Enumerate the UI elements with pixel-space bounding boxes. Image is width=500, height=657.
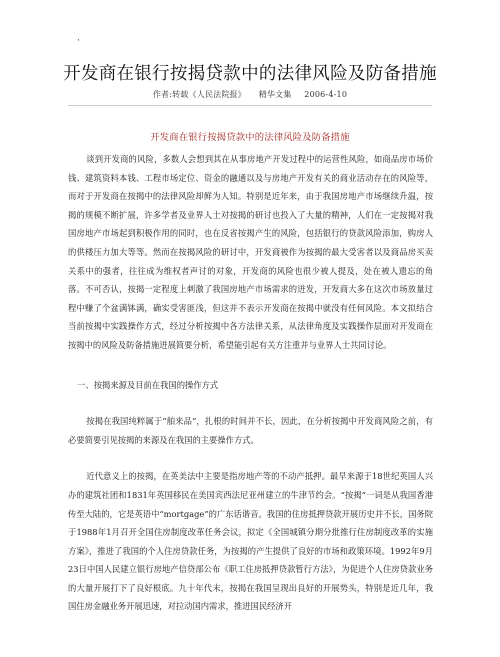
byline [0, 89, 500, 100]
article-subtitle: 开发商在银行按揭贷款中的法律风险及防备措施 [150, 132, 350, 143]
author-text: 作者:转载《人民法院报》 [152, 90, 246, 99]
paragraph-origin: 按揭在我国纯粹属于“舶来品”，扎根的时间并不长，因此，在分析按揭中开发商风险之前，有必要简要引见按揭的来源及在我国的主要操作方式。 [68, 416, 433, 445]
paragraph-history: 近代意义上的按揭，在英美法中主要是指房地产等的不动产抵押。最早来源于18世纪英国人兴办的建筑社团和1831年英国移民在美国宾西法尼亚州建立的牛津节约会。“按揭”一词是从我国香港传至大陆的，它是英语中“mortgage”的广东话谐音。我国的住房抵押贷款开展历史并不长，国务院于1988年1月召开全国住房制度改革任务会议，拟定《全国城镇分期分批推行住房制度改革的实施方案》，推进了我国的个人住房贷款任务，为按揭的产生提供了良好的市场和政策环境。1992年9月23日中国人民建立银行房地产信贷部公布《职工住房抵押贷款暂行方法》，为促进个人住房贷款业务的大量开展打下了良好根底。九十年代末，按揭在我国呈现出良好的开展势头，特别是近几年，我国住房金融业务开展迅速，对拉动国内需求，推进国民经济开 [68, 471, 433, 612]
title-divider [68, 105, 432, 106]
intro-paragraph: 谈到开发商的风险，多数人会想到其在从事房地产开发过程中的运营性风险，如商品房市场价钱、建筑资料本钱、工程市场定位、资金的融通以及与房地产开发有关的商业活动存在的风险等，而对于开发商在按揭中的法律风险却鲜为人知。特别是近年来，由于我国房地产市场继续升温，按揭的规模不断扩展，许多学者及业界人士对按揭的研讨也投入了大量的精神，人们在一定按揭对我国房地产市场起到积极作用的同时，也在反省按揭产生的风险，包括银行的贷款风险添加，购房人的供楼压力加大等等。然而在按揭风险的研讨中，开发商被作为按揭的最大受害者以及商品房买卖关系中的强者，往往成为维权者声讨的对象，开发商的风险也很少被人提及，处在被人遗忘的角落。不可否认，按揭一定程度上刺激了我国房地产市场需求的迸发，开发商大多在这次市场放量过程中赚了个盆满钵满，确实受害匪浅，但这并不表示开发商在按揭中就没有任何风险。本文拟结合当前按揭中实践操作方式，经过分析按揭中各方法律关系，从法律角度及实践操作层面对开发商在按揭中的风险及防备措施进展简要分析，希望能引起有关方注重并与业界人士共同讨论。 [68, 154, 433, 350]
page-mark: · [77, 36, 80, 46]
page-title: 开发商在银行按揭贷款中的法律风险及防备措施 [63, 64, 437, 84]
article-body [68, 150, 433, 616]
collection-link[interactable]: 精华文集 [258, 90, 292, 99]
section-heading: 一、按揭来源及目前在我国的操作方式 [77, 379, 219, 390]
date-text: 2006-4-10 [304, 90, 348, 99]
